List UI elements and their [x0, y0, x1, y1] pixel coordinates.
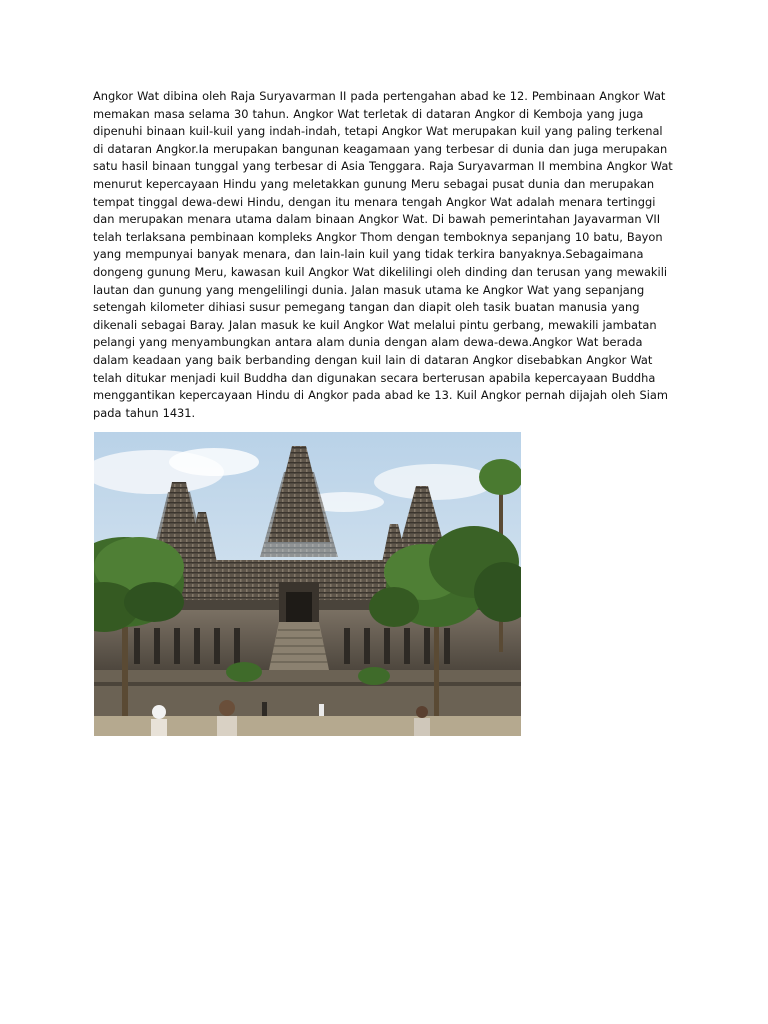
temple-photo-icon	[94, 432, 521, 736]
body-paragraph: Angkor Wat dibina oleh Raja Suryavarman II pada pertengahan abad ke 12. Pembinaan Angkor Wat memakan masa selama 30 tahun. Angkor Wat terletak di dataran Angkor di Kemboja yang juga dipenuhi binaan kuil-kuil yang indah-indah, tetapi Angkor Wat merupakan kuil yang paling terkenal di dataran Angkor.Ia merupakan bangunan keagamaan yang terbesar di dunia dan juga merupakan satu hasil binaan tunggal yang terbesar di Asia Tenggara. Raja Suryavarman II membina Angkor Wat menurut kepercayaan Hindu yang meletakkan gunung Meru sebagai pusat dunia dan merupakan tempat tinggal dewa-dewi Hindu, dengan itu menara tengah Angkor Wat adalah menara tertinggi dan merupakan menara utama dalam binaan Angkor Wat. Di bawah pemerintahan Jayavarman VII telah terlaksana pembinaan kompleks Angkor Thom dengan temboknya sepanjang 10 batu, Bayon yang mempunyai banyak menara, dan lain-lain kuil yang tidak terkira banyaknya.Sebagaimana dongeng gunung Meru, kawasan kuil Angkor Wat dikelilingi oleh dinding dan terusan yang mewakili lautan dan gunung yang mengelilingi dunia. Jalan masuk utama ke Angkor Wat yang sepanjang setengah kilometer dihiasi susur pemegang tangan dan diapit oleh tasik buatan manusia yang dikenali sebagai Baray. Jalan masuk ke kuil Angkor Wat melalui pintu gerbang, mewakili jambatan pelangi yang menyambungkan antara alam dunia dengan alam dewa-dewa.Angkor Wat berada dalam keadaan yang baik berbanding dengan kuil lain di dataran Angkor disebabkan Angkor Wat telah ditukar menjadi kuil Buddha dan digunakan secara berterusan apabila kepercayaan Buddha menggantikan kepercayaan Hindu di Angkor pada abad ke 13. Kuil Angkor pernah dijajah oleh Siam pada tahun 1431.	[93, 89, 673, 420]
angkor-wat-photo	[94, 432, 521, 736]
